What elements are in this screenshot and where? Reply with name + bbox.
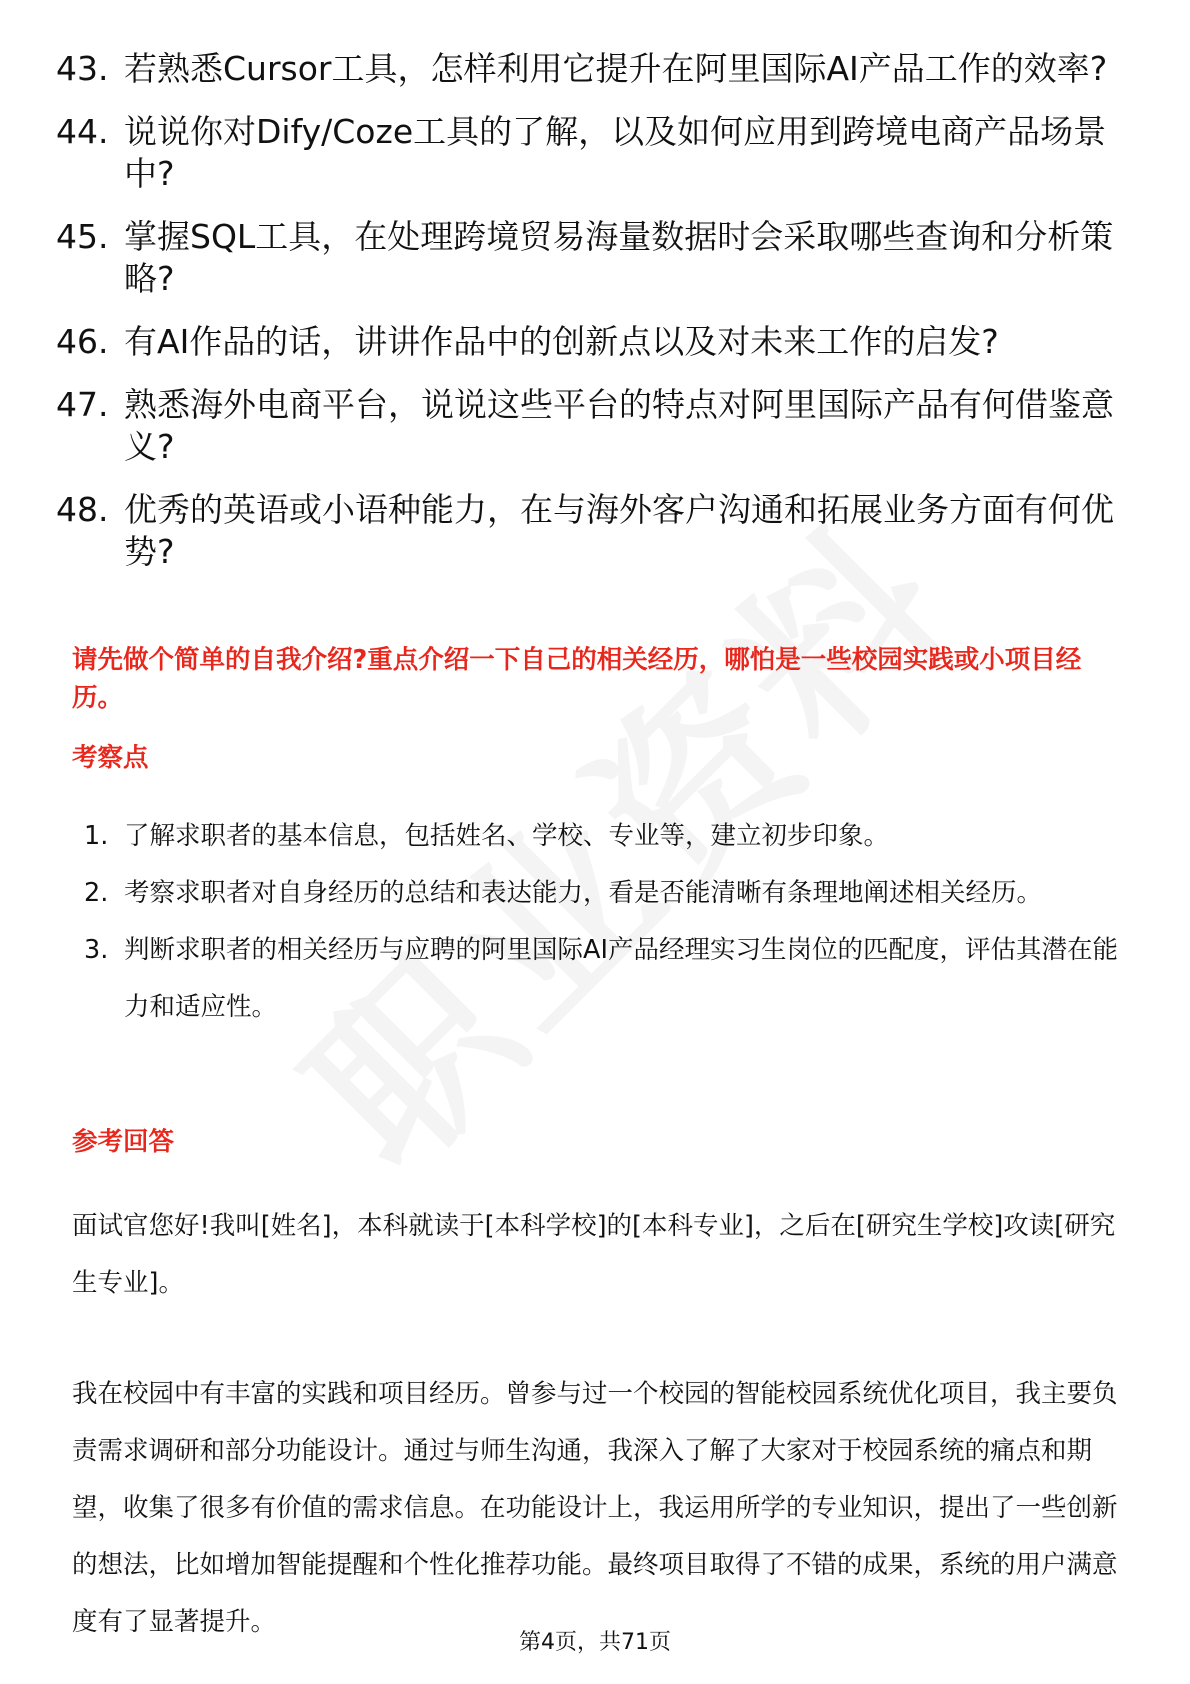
question-text: 熟悉海外电商平台，说说这些平台的特点对阿里国际产品有何借鉴意义? — [124, 385, 1114, 466]
answer-paragraph: 我在校园中有丰富的实践和项目经历。曾参与过一个校园的智能校园系统优化项目，我主要负责需求调研和部分功能设计。通过与师生沟通，我深入了解了大家对于校园系统的痛点和期望，收集了很多有价值的需求信息。在功能设计上，我运用所学的专业知识，提出了一些创新的想法，比如增加智能提醒和个性化推荐功能。最终项目取得了不错的成果，系统的用户满意度有了显著提升。 — [72, 1379, 1118, 1637]
focus-section-title: 考察点 — [72, 743, 149, 773]
question-text: 优秀的英语或小语种能力，在与海外客户沟通和拓展业务方面有何优势? — [124, 490, 1114, 571]
question-number: 43. — [56, 49, 109, 88]
focus-point-number: 2. — [84, 878, 109, 908]
focus-point-number: 1. — [84, 821, 109, 851]
question-item — [56, 216, 1136, 300]
question-text: 掌握SQL工具，在处理跨境贸易海量数据时会采取哪些查询和分析策略? — [124, 217, 1114, 298]
question-text: 有AI作品的话，讲讲作品中的创新点以及对未来工作的启发? — [124, 322, 999, 361]
answer-section-title: 参考回答 — [72, 1127, 175, 1157]
focus-point-text: 判断求职者的相关经历与应聘的阿里国际AI产品经理实习生岗位的匹配度，评估其潜在能力和适应性。 — [124, 935, 1118, 1022]
question-number: 48. — [56, 490, 109, 529]
question-text: 若熟悉Cursor工具，怎样利用它提升在阿里国际AI产品工作的效率? — [124, 49, 1108, 88]
focus-point-text: 考察求职者对自身经历的总结和表达能力，看是否能清晰有条理地阐述相关经历。 — [124, 878, 1043, 908]
focus-points-list — [84, 808, 1134, 1036]
focus-point-number: 3. — [84, 935, 109, 965]
question-list — [56, 48, 1136, 594]
focus-point — [84, 808, 1134, 865]
question-number: 47. — [56, 385, 109, 424]
question-item — [56, 111, 1136, 195]
question-number: 44. — [56, 112, 109, 151]
question-item — [56, 489, 1136, 573]
question-number: 45. — [56, 217, 109, 256]
focus-point-text: 了解求职者的基本信息，包括姓名、学校、专业等，建立初步印象。 — [124, 821, 890, 851]
page-footer: 第4页，共71页 — [519, 1630, 671, 1655]
question-number: 46. — [56, 322, 109, 361]
answer-paragraph: 面试官您好!我叫[姓名]，本科就读于[本科学校]的[本科专业]，之后在[研究生学校]攻读[研究生专业]。 — [72, 1211, 1116, 1298]
focus-point — [84, 922, 1134, 1036]
focus-point — [84, 865, 1134, 922]
question-item — [56, 384, 1136, 468]
question-text: 说说你对Dify/Coze工具的了解，以及如何应用到跨境电商产品场景中? — [124, 112, 1107, 193]
main-question-heading: 请先做个简单的自我介绍?重点介绍一下自己的相关经历，哪怕是一些校园实践或小项目经历。 — [72, 645, 1082, 713]
question-item — [56, 321, 1136, 363]
question-item — [56, 48, 1136, 90]
